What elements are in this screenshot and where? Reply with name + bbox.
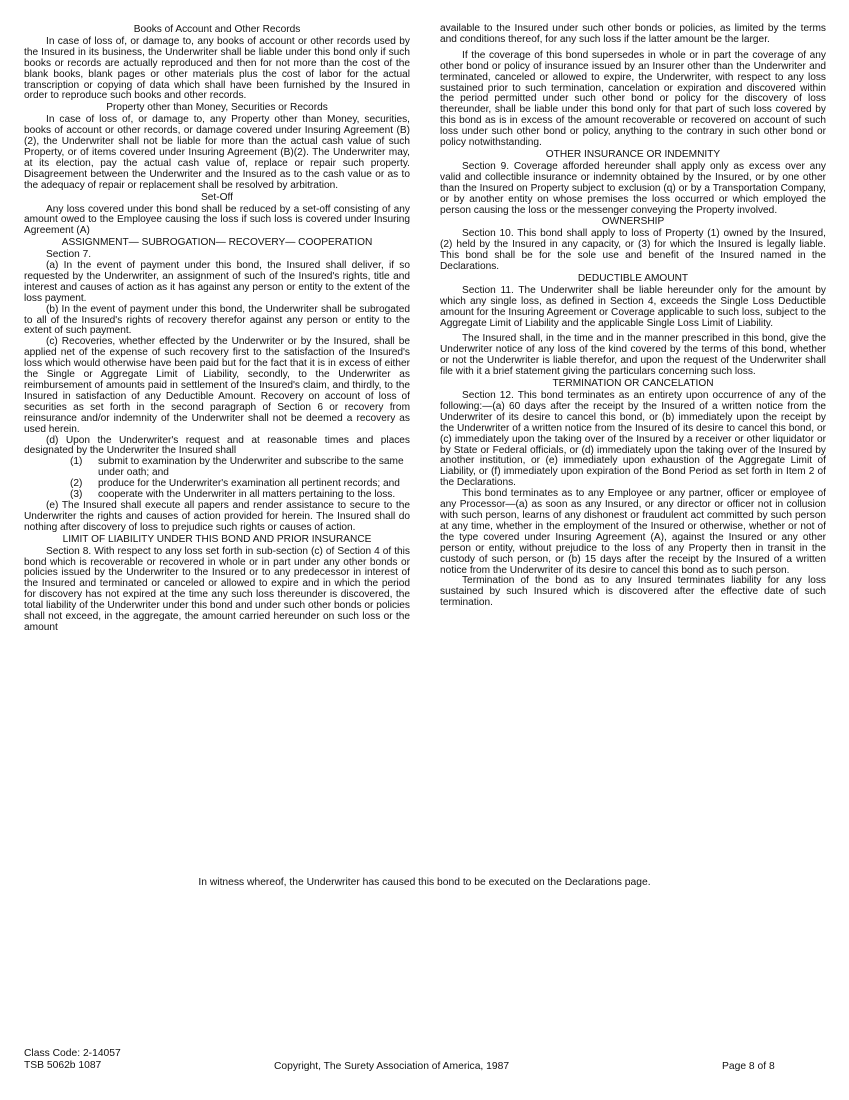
list-item-number: (2) xyxy=(70,478,83,490)
paragraph: Section 7. xyxy=(46,249,92,261)
section-heading: OWNERSHIP xyxy=(601,216,665,228)
paragraph: (e) The Insured shall execute all papers and render assistance to secure to the Underwriter the rights and causes of action provided for herein. The Insured shall do nothing after discovery of loss to prejudice such rights or causes of action. xyxy=(24,499,410,533)
paragraph: (b) In the event of payment under this bond, the Underwriter shall be subrogated to all of the Insured's rights of recovery therefor against any person or entity to the extent of such payment. xyxy=(24,303,410,337)
witness-clause: In witness whereof, the Underwriter has caused this bond to be executed on the Declarations page. xyxy=(198,877,651,888)
paragraph: Any loss covered under this bond shall be reduced by a set-off consisting of any amount owed to the Employee causing the loss if such loss is covered under Insuring Agreement (A) xyxy=(24,203,410,237)
paragraph: (a) In the event of payment under this bond, the Insured shall deliver, if so requested by the Underwriter, an assignment of such of the Insured's rights, title and interest and causes of action as it has against any person or entity to the extent of the loss payment. xyxy=(24,260,410,304)
list-item-number: (1) xyxy=(70,456,83,468)
paragraph: In case of loss of, or damage to, any books of account or other records used by the Insured in its business, the Underwriter shall be liable under this bond only if such books or records are actually reproduced and then for not more than the cost of the blank books, blank pages or other materials plus the cost of labor for the actual transcription or copying of data which shall have been furnished by the Insured in order to reproduce such books and other records. xyxy=(24,35,410,102)
paragraph: Section 9. Coverage afforded hereunder shall apply only as excess over any valid and collectible insurance or indemnity obtained by the Insured, or by one other than the Insured on Property subject to exclusion (q) or by a Transportation Company, or by another entity on whose premises the loss occurred or which employed the person causing the loss or the messenger conveying the Property involved. xyxy=(440,160,826,216)
page-number: Page 8 of 8 xyxy=(722,1061,775,1072)
list-item-text: cooperate with the Underwriter in all matters pertaining to the loss. xyxy=(98,489,396,501)
section-heading: Property other than Money, Securities or Records xyxy=(106,102,328,114)
footer-copyright: Copyright, The Surety Association of America, 1987 xyxy=(274,1061,510,1072)
footer-codes xyxy=(24,1048,121,1072)
section-heading: Set-Off xyxy=(201,191,233,203)
paragraph: Section 8. With respect to any loss set forth in sub-section (c) of Section 4 of this bond which is recoverable or recovered in whole or in part under any other bonds or policies issued by the Underwriter to the Insured or to any predecessor in interest of the Insured and terminated or canceled or allowed to expire and in which the period for discovery has not expired at the time any such loss thereunder is discovered, the total liability of the Underwriter under this bond and under such other bonds or policies shall not exceed, in the aggregate, the amount carried hereunder on such loss or the amount xyxy=(24,545,410,633)
paragraph: The Insured shall, in the time and in the manner prescribed in this bond, give the Underwriter notice of any loss of the kind covered by the terms of this bond, whether or not the Underwriter is liable therefor, and upon the request of the Underwriter shall file with it a brief statement giving the particulars concerning such loss. xyxy=(440,333,826,378)
class-code: Class Code: 2-14057 xyxy=(24,1048,121,1059)
section-heading: OTHER INSURANCE OR INDEMNITY xyxy=(545,148,721,160)
list-item-text: submit to examination by the Underwriter and subscribe to the same under oath; and xyxy=(98,456,404,479)
section-heading: DEDUCTIBLE AMOUNT xyxy=(577,272,689,284)
section-heading: Books of Account and Other Records xyxy=(133,24,301,35)
left-column xyxy=(24,24,410,634)
numbered-list xyxy=(70,457,410,501)
right-column xyxy=(440,24,826,609)
paragraph: This bond terminates as to any Employee or any partner, officer or employee of any Processor—(a) as soon as any Insured, or any director or officer not in collusion with such person, learns of any dishonest or fraudulent act committed by such person at any time, whether in the employment of the Insured or otherwise, whether or not of the type covered under Insuring Agreement (A), against the Insured or any other person or entity, without prejudice to the loss of any Property then in transit in the custody of such person, or (b) 15 days after the receipt by the Insured of a written notice from the Underwriter of its desire to cancel this bond as to such person. xyxy=(440,488,826,576)
paragraph: Section 12. This bond terminates as an entirety upon occurrence of any of the following:—(a) 60 days after the receipt by the Insured of a written notice from the Underwriter of its desire to cancel this bond, or (b) immediately upon the receipt by the Underwriter of a written notice from the Insured of its desire to cancel this bond, or (c) immediately upon the taking over of the Insured by a receiver or other liquidator or by State or Federal officials, or (d) immediately upon the taking over of the Insured by another institution, or (e) immediately upon exhaustion of the Aggregate Limit of Liability, or (f) immediately upon expiration of the Bond Period as set forth in Item 2 of the Declarations. xyxy=(440,390,826,489)
section-heading: LIMIT OF LIABILITY UNDER THIS BOND AND PRIOR INSURANCE xyxy=(62,533,372,545)
paragraph: Section 10. This bond shall apply to loss of Property (1) owned by the Insured, (2) held by the Insured in any capacity, or (3) for which the Insured is legally liable. This bond shall be for the sole use and benefit of the Insured named in the Declarations. xyxy=(440,228,826,273)
list-item-number: (3) xyxy=(70,489,83,501)
paragraph: Termination of the bond as to any Insured terminates liability for any loss sustained by such Insured which is discovered after the effective date of such termination. xyxy=(440,575,826,609)
paragraph: (d) Upon the Underwriter's request and at reasonable times and places designated by the Underwriter the Insured shall xyxy=(24,434,410,457)
list-item xyxy=(70,457,410,479)
paragraph: If the coverage of this bond supersedes in whole or in part the coverage of any other bond or policy of insurance issued by an Insurer other than the Underwriter and terminated, canceled or allowed to expire, the Underwriter, with respect to any loss sustained prior to such termination, cancelation or expiration and discovered within the period permitted under such other bond or policy for the discovery of loss thereunder, shall be liable under this bond only for that part of such loss covered by this bond as is in excess of the amount recoverable or recovered on account of such loss under such other bond or policy, anything to the contrary in such other bond or policy notwithstanding. xyxy=(440,49,826,149)
paragraph: available to the Insured under such other bonds or policies, as limited by the terms and conditions thereof, for any such loss if the latter amount be the larger. xyxy=(440,23,826,45)
list-item-text: produce for the Underwriter's examination all pertinent records; and xyxy=(98,478,400,490)
section-heading: TERMINATION OR CANCELATION xyxy=(552,378,714,390)
paragraph: Section 11. The Underwriter shall be liable hereunder only for the amount by which any single loss, as defined in Section 4, exceeds the Single Loss Deductible amount for the Insuring Agreement or Coverage applicable to such loss, subject to the Aggregate Limit of Liability and the applicable Single Loss Limit of Liability. xyxy=(440,284,826,329)
paragraph: In case of loss of, or damage to, any Property other than Money, securities, books of account or other records, or damage covered under Insuring Agreement (B)(2), the Underwriter shall not be liable for more than the actual cash value of such Property, or of items covered under Insuring Agreement (B)(2). The Underwriter may, at its election, pay the actual cash value of, replace or repair such property. Disagreement between the Underwriter and the Insured as to the cash value or as to the adequacy of repair or replacement shall be resolved by arbitration. xyxy=(24,114,410,191)
paragraph: (c) Recoveries, whether effected by the Underwriter or by the Insured, shall be applied net of the expense of such recovery first to the satisfaction of the Insured's loss which would otherwise have been paid but for the fact that it is in excess of either the Single or Aggregate Limit of Liability, secondly, to the Underwriter as reimbursement of amounts paid in settlement of the Insured's claim, and thirdly, to the Insured in satisfaction of any Deductible Amount. Recovery on account of loss of securities as set forth in the second paragraph of Section 6 or recovery from reinsurance and/or indemnity of the Underwriter shall not be deemed a recovery as used herein. xyxy=(24,336,410,435)
tsb-code: TSB 5062b 1087 xyxy=(24,1060,102,1071)
section-heading: ASSIGNMENT— SUBROGATION— RECOVERY— COOPERATION xyxy=(61,237,373,249)
